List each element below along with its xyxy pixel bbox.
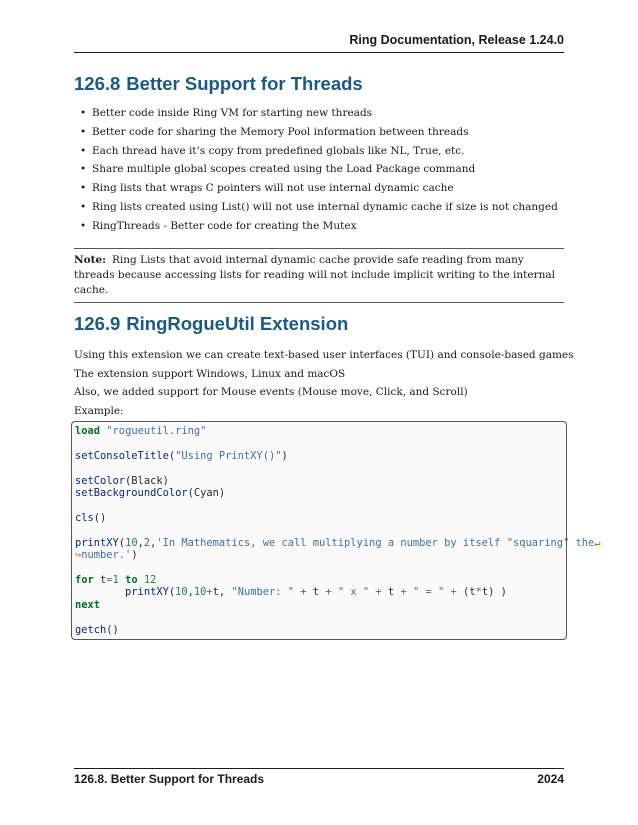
paragraph: The extension support Windows, Linux and macOS	[74, 368, 346, 380]
section-number: 126.9	[74, 313, 121, 334]
note-text: Ring Lists that avoid internal dynamic cache provide safe reading from many threads because accessing lists for reading will not include implicit writing to the internal cache.	[74, 254, 556, 296]
list-item: • Ring lists that wraps C pointers will not use internal dynamic cache	[74, 179, 574, 198]
list-item: • Share multiple global scopes created using the Load Package command	[74, 160, 574, 179]
list-item: • Better code inside Ring VM for starting new threads	[74, 104, 574, 123]
section-heading-rogueutil	[74, 313, 348, 335]
section-heading-threads	[74, 73, 363, 95]
page-number: 2024	[537, 772, 564, 786]
code-block	[71, 421, 601, 640]
list-item: • Better code for sharing the Memory Pool information between threads	[74, 123, 574, 142]
footer-section: 126.8. Better Support for Threads	[74, 772, 265, 786]
threads-bullet-list	[74, 104, 574, 236]
page-footer	[74, 768, 564, 786]
code-listing: load "rogueutil.ring" setConsoleTitle("Using PrintXY()") setColor(Black) setBackgroundColor(Cyan) cls() printXY(10,2,'In Mathematics, we call multiplying a number by itself "squaring" the↵ ↪number.') for t=1 to 12 printXY(10,10+t, "Number: " + t + " x " + t + " = " + (t*t) ) next getch()	[75, 425, 601, 636]
list-item: • Ring lists created using List() will not use internal dynamic cache if size is not changed	[74, 198, 574, 217]
paragraph: Example:	[74, 405, 124, 417]
list-item: • RingThreads - Better code for creating the Mutex	[74, 217, 574, 236]
header-title: Ring Documentation, Release 1.24.0	[349, 33, 564, 47]
note-label: Note:	[74, 254, 107, 266]
list-item: • Each thread have it’s copy from predefined globals like NL, True, etc.	[74, 142, 574, 161]
paragraph: Also, we added support for Mouse events (Mouse move, Click, and Scroll)	[74, 386, 468, 398]
section-number: 126.8	[74, 73, 121, 94]
page-header	[74, 33, 564, 53]
section-title: Better Support for Threads	[126, 73, 363, 94]
paragraph: Using this extension we can create text-based user interfaces (TUI) and console-based games	[74, 349, 574, 361]
section-title: RingRogueUtil Extension	[126, 313, 349, 334]
note-box	[74, 248, 564, 303]
